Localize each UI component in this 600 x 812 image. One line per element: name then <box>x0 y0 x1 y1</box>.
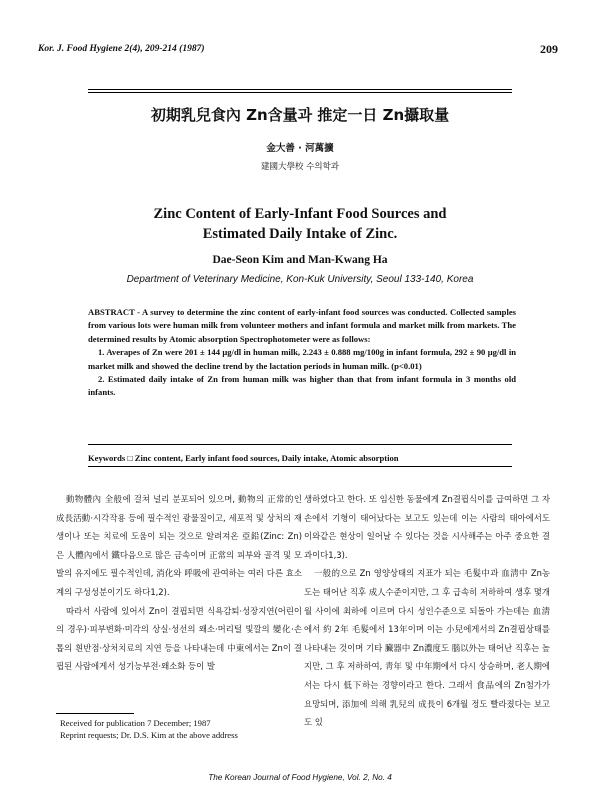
body-paragraph: 一般的으로 Zn 영양상태의 지표가 되는 毛髮中과 血淸中 Zn농도는 태어난 직후 成人수준이지만, 그 후 급속히 저하하여 생후 몇개월 사이에 최하에 이르며 다시 성인수준으로 되돌아 가는데는 血淸에서 約 2年 毛髮에서 13年이며 이는 小兒에게서의 Zn결핍상태를 나타내는 것이며 기타 臟器中 Zn濃度도 腦以外는 태어난 직후는 높지만, 그 후 저하하여, 靑年 및 中年期에서 다시 상승하며, 老人期에서는 다시 低下하는 경향이라고 한다. 그래서 食品에의 Zn첨가가 요망되며, 添加에 의해 乳兒의 成長이 6개월 정도 빨라졌다는 보고도 있 <box>304 568 550 728</box>
english-title-line2: Estimated Daily Intake of Zinc. <box>202 226 398 242</box>
english-authors: Dae-Seon Kim and Man-Kwang Ha <box>212 254 388 266</box>
top-rule-1 <box>88 89 512 90</box>
english-title-line1: Zinc Content of Early-Infant Food Sources and <box>153 206 447 222</box>
korean-title: 初期乳兒食內 Zn含量과 推定一日 Zn攝取量 <box>150 106 450 124</box>
abstract-item-1: 1. Averapes of Zn were 201 ± 144 μg/dl in human milk, 2.243 ± 0.888 mg/100g in infant formula, 292 ± 90 μg/dl in market milk and showed the decline trend by the lactation periods in human milk. (p<0.01) <box>88 347 516 371</box>
abstract-paragraph: ABSTRACT - A survey to determine the zinc content of early-infant food sources was conducted. Collected samples from various lots were human milk from volunteer mothers and infant formula and market milk from markets. The determined results by Atomic absorption Spectrophotometer were as follows: <box>88 307 516 344</box>
body-paragraph: 動物體內 全般에 걸쳐 널리 분포되어 있으며, 動物의 正常的인 成長活動·시각작용 등에 필수적인 광물질이고, 세포적 및 상처의 재생이나 또는 치료에 도움이 되는 것으로 알려져온 亞鉛(Zinc: Zn)은 人體內에서 鐵다음으로 많은 금속이며 正常의 피부와 골격 및 모발의 유지에도 필수적인데, 消化와 呼吸에 관여하는 여러 다른 효소계의 구성성분이기도 하다1,2). <box>56 494 302 597</box>
footnote-received: Received for publication 7 December; 1987 <box>60 718 211 728</box>
keywords-top-rule <box>88 444 512 445</box>
footnote-reprint: Reprint requests; Dr. D.S. Kim at the above address <box>60 730 238 740</box>
keywords-bottom-rule <box>88 466 512 467</box>
english-title <box>0 204 600 244</box>
body-right-column <box>304 490 550 732</box>
top-rule-2 <box>88 92 512 93</box>
keywords: Keywords □ Zinc content, Early infant food sources, Daily intake, Atomic absorption <box>88 453 399 463</box>
page-footer: The Korean Journal of Food Hygiene, Vol. 2, No. 4 <box>208 773 392 782</box>
body-paragraph: 생하였다고 한다. 또 임신한 동물에게 Zn결핍식이를 급여하면 그 자손에서 기형이 태어났다는 보고도 있는데 이는 사람의 태아에서도 이와같은 현상이 일어날 수 있다는 것을 시사해주는 아주 중요한 결과이다1,3). <box>304 494 550 560</box>
body-left-column <box>56 490 302 676</box>
body-paragraph: 따라서 사람에 있어서 Zn이 결핍되면 식욕감퇴·성장지연(어린이의 경우)·피부변화·미각의 상실·성선의 왜소·머리털 빛깔의 變化·손톱의 흰반점·상처치료의 지연 등을 나타내는데 中東에서는 Zn이 결핍된 사람에게서 성기능부전·왜소화 등이 발 <box>56 605 302 672</box>
korean-authors: 金大善 · 河萬擴 <box>266 143 334 154</box>
journal-citation: Kor. J. Food Hygiene 2(4), 209-214 (1987) <box>38 44 205 54</box>
page-number: 209 <box>540 42 558 56</box>
footnote <box>60 717 238 741</box>
footnote-rule <box>56 713 134 714</box>
korean-affiliation: 建國大學校 수의학과 <box>260 162 340 172</box>
english-affiliation: Department of Veterinary Medicine, Kon-Kuk University, Seoul 133-140, Korea <box>126 274 474 285</box>
abstract <box>88 306 516 400</box>
abstract-item-2: 2. Estimated daily intake of Zn from human milk was higher than that from infant formula in 3 months old infants. <box>88 374 516 398</box>
